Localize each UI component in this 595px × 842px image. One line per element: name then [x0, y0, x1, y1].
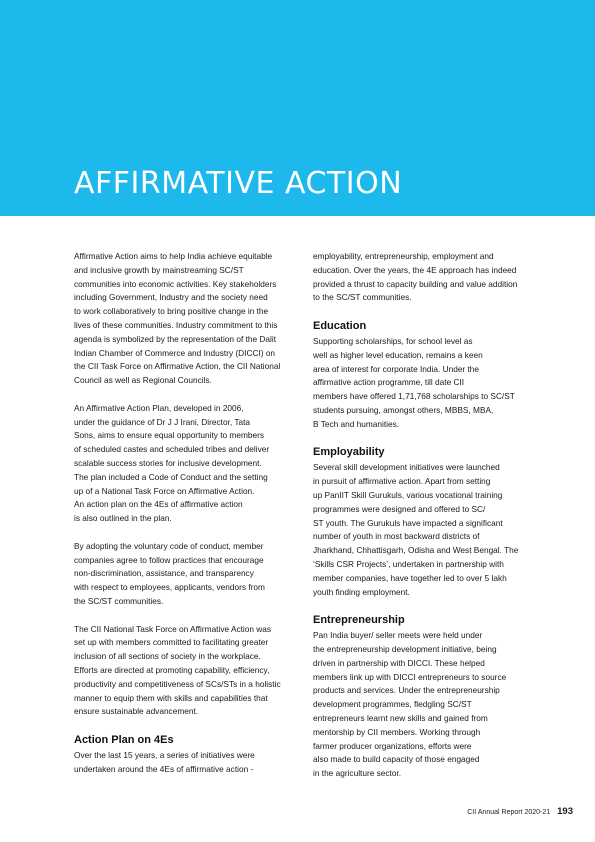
right-column: [313, 250, 543, 795]
4e-continuation-paragraph: employability, entrepreneurship, employment and education. Over the years, the 4E approach has indeed provided a thrust to capacity building and value addition to the SC/ST communities.: [313, 251, 518, 303]
page-title: AFFIRMATIVE ACTION: [74, 166, 403, 201]
code-of-conduct-paragraph: By adopting the voluntary code of conduct, member companies agree to follow practices that encourage non-discrimination, assistance, and transparency with respect to employees, applicants, vendors from the SC/ST communities.: [74, 540, 265, 606]
page-number: 193: [557, 806, 573, 817]
task-force-paragraph: The CII National Task Force on Affirmative Action was set up with members committed to facilitating greater inclusion of all sections of society in the workplace. Efforts are directed at promoting capability, efficiency, productivity and competitiveness of SCs/STs in a holistic manner to equip them with skills and capabilities that ensure sustainable advancement.: [74, 623, 281, 717]
heading-employability: Employability: [313, 446, 385, 459]
entrepreneurship-paragraph: Pan India buyer/ seller meets were held under the entrepreneurship development initiative, being driven in partnership with DICCI. These helped members link up with DICCI entrepreneurs to source products and services. Under the entrepreneurship development programmes, fledgling SC/ST entrepreneurs learnt new skills and gained from mentorship by CII members. Working through farmer producer organizations, efforts were also made to build capacity of those engaged in the agriculture sector.: [313, 630, 507, 779]
heading-action-plan: Action Plan on 4Es: [74, 733, 174, 746]
action-plan-paragraph: An Affirmative Action Plan, developed in 2006, under the guidance of Dr J J Irani, Director, Tata Sons, aims to ensure equal opportunity to members of scheduled castes and scheduled tribes and deliver scalable success stories for inclusive development. The plan included a Code of Conduct and the setting up of a National Task Force on Affirmative Action. An action plan on the 4Es of affirmative action is also outlined in the plan.: [74, 402, 270, 524]
intro-paragraph: Affirmative Action aims to help India achieve equitable and inclusive growth by mainstreaming SC/ST communities into economic activities. Key stakeholders including Government, Industry and the society need to work collaboratively to bring positive change in the lives of these communities. Industry commitment to this agenda is symbolized by the representation of the Dalit Indian Chamber of Commerce and Industry (DICCI) on the CII Task Force on Affirmative Action, the CII National Council as well as Regional Councils.: [74, 251, 281, 386]
page-footer: [467, 806, 573, 817]
heading-entrepreneurship: Entrepreneurship: [313, 614, 405, 627]
employability-paragraph: Several skill development initiatives were launched in pursuit of affirmative action. Apart from setting up PanIIT Skill Gurukuls, various vocational training programmes were designed and offered to SC/ ST youth. The Gurukuls have impacted a significant number of youth in most backward districts of Jharkhand, Chhattisgarh, Odisha and West Bengal. The ‘Skills CSR Projects’, undertaken in partnership with member companies, have together led to over 5 lakh youth finding employment.: [313, 462, 519, 597]
action-plan-4es-paragraph: Over the last 15 years, a series of initiatives were undertaken around the 4Es of affirmative action -: [74, 749, 255, 774]
title-banner: [0, 0, 595, 216]
report-title: CII Annual Report 2020-21: [467, 809, 551, 816]
heading-education: Education: [313, 319, 367, 332]
education-paragraph: Supporting scholarships, for school level as well as higher level education, remains a keen area of interest for corporate India. Under the affirmative action programme, till date CII members have offered 1,71,768 scholarships to SC/ST students pursuing, amongst others, MBBS, MBA, B Tech and humanities.: [313, 335, 515, 429]
left-column: [74, 250, 300, 790]
